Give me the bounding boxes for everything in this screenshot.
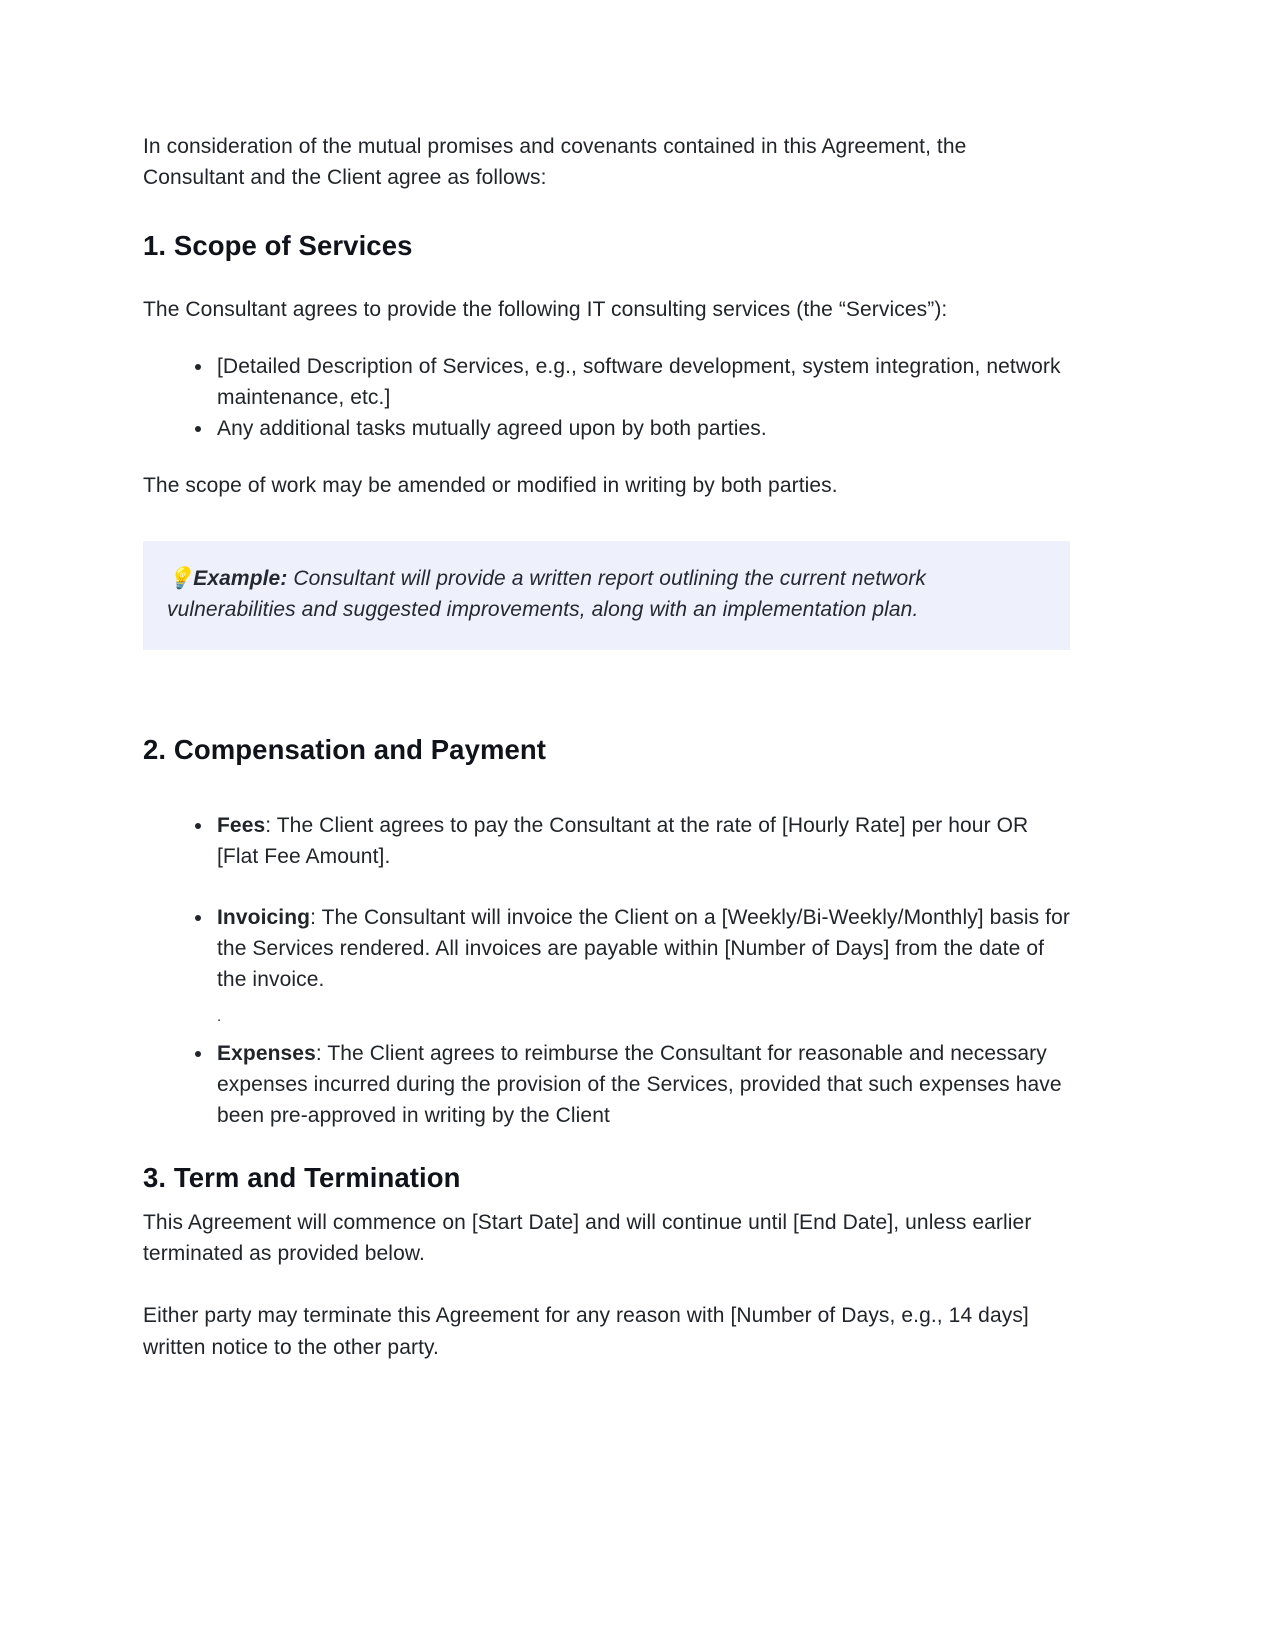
lightbulb-icon: 💡 bbox=[167, 566, 194, 590]
compensation-bullet-list bbox=[143, 810, 1070, 1132]
section-3-heading: 3. Term and Termination bbox=[143, 1162, 461, 1194]
example-text: Consultant will provide a written report outlining the current network vulnerabilities and suggested improvements, along with an implementation plan. bbox=[167, 566, 927, 621]
section-1-heading: 1. Scope of Services bbox=[143, 230, 413, 262]
section-2-heading: 2. Compensation and Payment bbox=[143, 733, 547, 765]
bullet-text: : The Client agrees to reimburse the Consultant for reasonable and necessary expenses incurred during the provision of the Services, provided that such expenses have been pre-approved in writing by the Client bbox=[217, 1042, 1062, 1128]
list-item bbox=[214, 810, 1070, 872]
list-item: • [Detailed Description of Services, e.g., software development, system integration, network maintenance, etc.] bbox=[214, 351, 1070, 413]
section-1-closing-paragraph: The scope of work may be amended or modified in writing by both parties. bbox=[143, 474, 838, 498]
section-3-paragraph: Either party may terminate this Agreement for any reason with [Number of Days, e.g., 14 days] written notice to the other party. bbox=[143, 1304, 1029, 1359]
stray-dot-line: . bbox=[217, 1008, 222, 1026]
intro-paragraph: In consideration of the mutual promises and covenants contained in this Agreement, the Consultant and the Client agree as follows: bbox=[143, 135, 967, 190]
list-item: • Any additional tasks mutually agreed upon by both parties. bbox=[214, 413, 1070, 444]
section-1-lead-paragraph: The Consultant agrees to provide the following IT consulting services (the “Services”): bbox=[143, 298, 948, 322]
example-label: Example: bbox=[193, 566, 288, 590]
list-item bbox=[214, 902, 1070, 995]
example-callout bbox=[143, 541, 1070, 650]
bullet-label: Invoicing bbox=[217, 905, 311, 929]
bullet-text: : The Consultant will invoice the Client on a [Weekly/Bi-Weekly/Monthly] basis for the Services rendered. All invoices are payable within [Number of Days] from the date of the invoice. bbox=[217, 905, 1070, 992]
bullet-label: Expenses bbox=[217, 1042, 316, 1066]
services-bullet-list bbox=[143, 351, 1070, 444]
list-item bbox=[214, 1038, 1070, 1131]
bullet-label: Fees bbox=[217, 813, 266, 837]
section-3-paragraph: This Agreement will commence on [Start Date] and will continue until [End Date], unless earlier terminated as provided below. bbox=[143, 1211, 1032, 1266]
bullet-text: : The Client agrees to pay the Consultant at the rate of [Hourly Rate] per hour OR [Flat Fee Amount]. bbox=[217, 813, 1029, 868]
